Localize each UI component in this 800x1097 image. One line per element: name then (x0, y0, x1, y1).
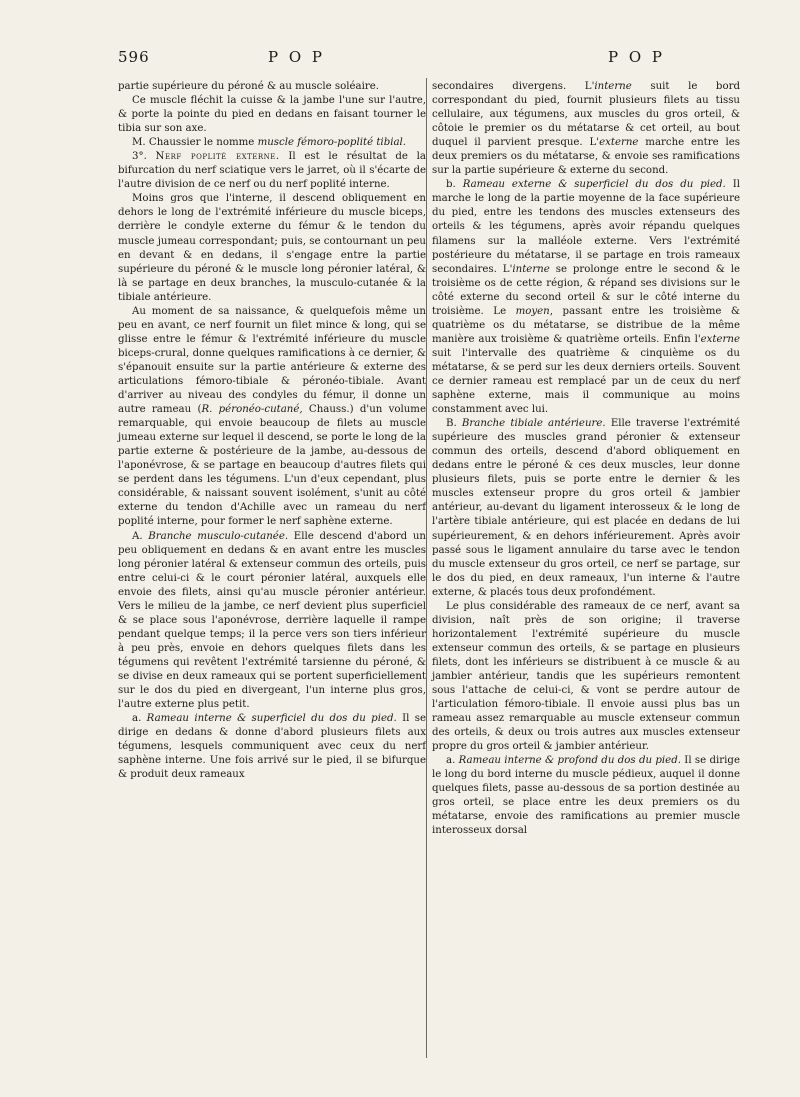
paragraph: B. Branche tibiale antérieure. Elle traverse l'extrémité supérieure des muscles grand péronier & extenseur commun des orteils, descend d'abord obliquement en dedans entre le péroné & ces deux muscles, leur donne plusieurs filets, puis se porte entre le dernier & les muscles extenseur propre du gros orteil & jambier antérieur, au-devant du ligament interosseux & le long de l'artère tibiale antérieure, qui est placée en dedans de lui supérieurement, & en dehors inférieurement. Après avoir passé sous le ligament annulaire du tarse avec le tendon du muscle extenseur du gros orteil, ce nerf se partage, sur le dos du pied, en deux rameaux, l'un interne & l'autre externe, & placés tous deux profondément. (432, 418, 740, 598)
subheading: Rameau interne & superficiel du dos du pied. (146, 713, 397, 725)
running-head-left: P O P (268, 48, 326, 66)
section-heading-paragraph: 3°. Nerf poplité externe. Il est le résultat de la bifurcation du nerf sciatique vers le jarret, où il s'écarte de l'autre division de ce nerf ou du nerf poplité interne. (118, 151, 426, 191)
running-head-right: P O P (608, 48, 666, 66)
section-heading: Nerf poplité externe. (155, 151, 280, 163)
paragraph: Moins gros que l'interne, il descend obliquement en dehors le long de l'extrémité inférieure du muscle biceps, derrière le condyle externe du fémur & le tendon du muscle jumeau correspondant; puis, se contournant un peu en devant & en dedans, il s'engage entre la partie supérieure du péroné & le muscle long péronier latéral, & là se partage en deux branches, la musculo-cutanée & la tibiale antérieure. (118, 193, 426, 303)
column-divider (426, 78, 427, 1058)
paragraph: M. Chaussier le nomme muscle fémoro-poplité tibial. (132, 137, 407, 149)
page-header (118, 48, 754, 68)
paragraph: Le plus considérable des rameaux de ce nerf, avant sa division, naît près de son origine; il traverse horizontalement l'extrémité supérieure du muscle extenseur commun des orteils, & se partage en plusieurs filets, dont les inférieurs se distribuent à ce muscle & au jambier antérieur, tandis que les supérieurs remontent sous l'attache de celui-ci, & vont se perdre autour de l'articulation fémoro-tibiale. Il envoie aussi plus bas un rameau assez remarquable au muscle extenseur commun des orteils, & deux ou trois autres aux muscles extenseur propre du gros orteil & jambier antérieur. (432, 600, 740, 753)
paragraph: partie supérieure du péroné & au muscle soléaire. (118, 81, 379, 92)
page-number: 596 (118, 48, 150, 66)
subheading: Rameau externe & superficiel du dos du pied. (462, 179, 726, 191)
paragraph: b. Rameau externe & superficiel du dos du pied. Il marche le long de la partie moyenne de la face supérieure du pied, entre les tendons des muscles extenseurs des orteils & les tégumens, après avoir répandu quelques filamens sur la malléole externe. Vers l'extrémité postérieure du métatarse, il se partage en trois rameaux secondaires. L'interne se prolonge entre le second & le troisième os de cette région, & répand ses divisions sur le côté externe du second orteil & sur le côté interne du troisième. Le moyen, passant entre les troisième & quatrième os du métatarse, se distribue de la même manière aux troisième & quatrième orteils. Enfin l'externe suit l'intervalle des quatrième & cinquième os du métatarse, & se perd sur les deux derniers orteils. Souvent ce dernier rameau est remplacé par un de ceux du nerf saphène externe, mais il communique au moins constamment avec lui. (432, 179, 741, 416)
paragraph: secondaires divergens. L'interne suit le bord correspondant du pied, fournit plusieurs filets au tissu cellulaire, aux tégumens, aux muscles du gros orteil, & côtoie le premier os du métatarse & cet orteil, au bout duquel il parvient presque. L'externe marche entre les deux premiers os du métatarse, & envoie ses ramifications sur la partie supérieure & externe du second. (432, 81, 740, 177)
paragraph: Ce muscle fléchit la cuisse & la jambe l'une sur l'autre, & porte la pointe du pied en dedans en faisant tourner le tibia sur son axe. (118, 95, 426, 135)
paragraph: a. Rameau interne & profond du dos du pied. Il se dirige le long du bord interne du muscle pédieux, auquel il donne quelques filets, passe au-dessous de sa portion destinée au gros orteil, se place entre les deux premiers os du métatarse, envoie des ramifications au premier muscle interosseux dorsal (432, 755, 740, 837)
left-column (118, 80, 426, 782)
paragraph: A. Branche musculo-cutanée. Elle descend d'abord un peu obliquement en dedans & en avant entre les muscles long péronier latéral & extenseur commun des orteils, puis entre celui-ci & le court péronier latéral, auxquels elle envoie des filets, ainsi qu'au muscle péronier antérieur. Vers le milieu de la jambe, ce nerf devient plus superficiel & se place sous l'aponévrose, derrière laquelle il rampe pendant quelque temps; il la perce vers son tiers inférieur à peu près, envoie en dehors quelques filets dans les tégumens qui revêtent l'extrémité tarsienne du péroné, & se divise en deux rameaux qui se portent superficiellement sur le dos du pied en divergeant, l'un interne plus gros, l'autre externe plus petit. (118, 530, 426, 711)
paragraph: a. Rameau interne & superficiel du dos du pied. Il se dirige en dedans & donne d'abord plusieurs filets aux tégumens, lesquels communiquent avec ceux du nerf saphène interne. Une fois arrivé sur le pied, il se bifurque & produit deux rameaux (118, 713, 426, 781)
subheading: Rameau interne & profond du dos du pied. (458, 755, 681, 767)
right-column (432, 80, 740, 839)
paragraph: Au moment de sa naissance, & quelquefois même un peu en avant, ce nerf fournit un filet mince & long, qui se glisse entre le fémur & l'extrémité inférieure du muscle biceps-crural, donne quelques ramifications à ce dernier, & s'épanouit ensuite sur la partie antérieure & externe des articulations fémoro-tibiale & péronéo-tibiale. Avant d'arriver au niveau des condyles du fémur, il donne un autre rameau (R. péronéo-cutané, Chauss.) d'un volume remarquable, qui envoie beaucoup de filets au muscle jumeau externe sur lequel il descend, se porte le long de la partie externe & postérieure de la jambe, au-dessous de l'aponévrose, & se partage en beaucoup d'autres filets qui se perdent dans les tégumens. L'un d'eux cependant, plus considérable, & naissant souvent isolément, s'unit au côté externe du tendon d'Achille avec un rameau du nerf poplité interne, pour former le nerf saphène externe. (118, 305, 426, 528)
subheading: Branche musculo-cutanée. (148, 530, 289, 542)
subheading: Branche tibiale antérieure. (461, 418, 606, 430)
